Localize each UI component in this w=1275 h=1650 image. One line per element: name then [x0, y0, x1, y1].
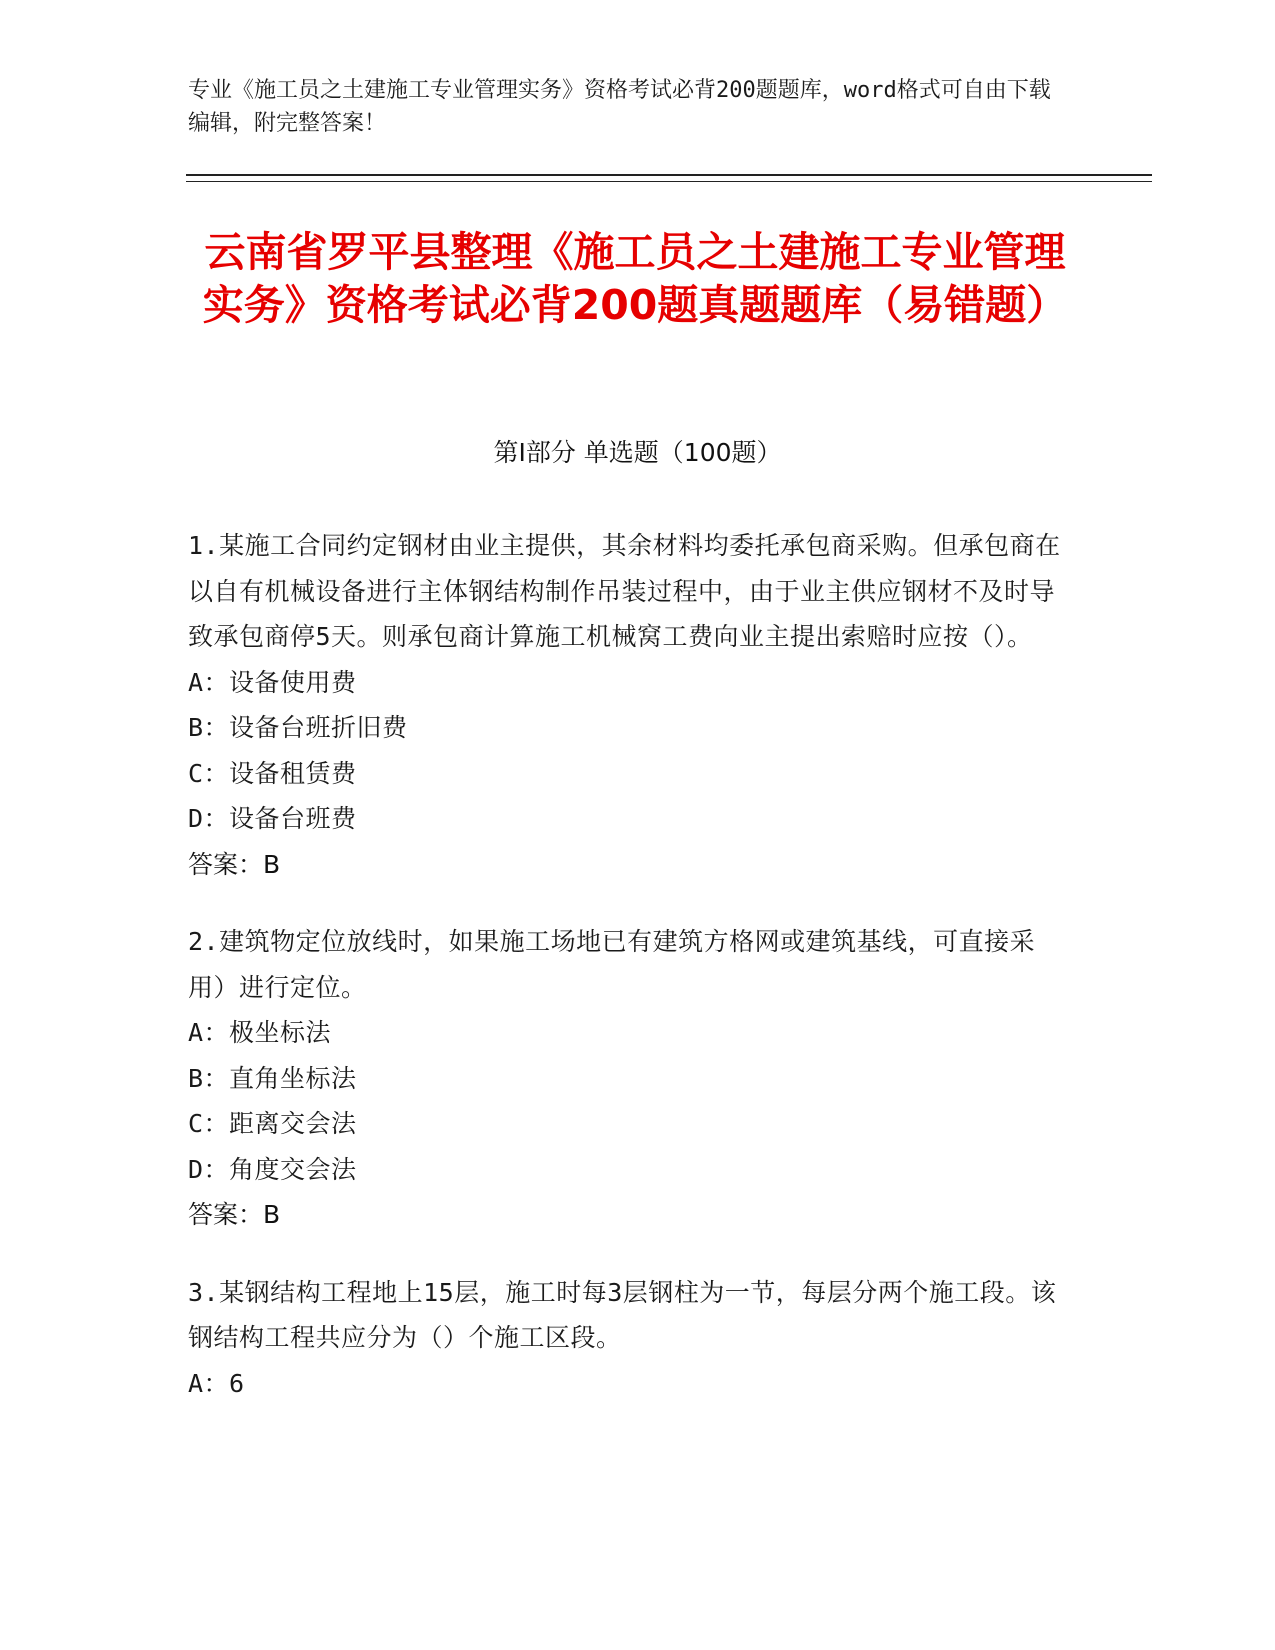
option-b: B：直角坐标法 [188, 1063, 357, 1093]
question-3 [188, 1270, 1068, 1407]
question-list [188, 523, 1068, 1438]
header-divider-thin [186, 181, 1152, 182]
option-a: A：6 [188, 1368, 245, 1398]
question-stem: 3.某钢结构工程地上15层，施工时每3层钢柱为一节，每层分两个施工段。该钢结构工程共应分为（）个施工区段。 [188, 1277, 1057, 1352]
header-note: 专业《施工员之土建施工专业管理实务》资格考试必背200题题库，word格式可自由下载编辑，附完整答案！ [188, 78, 1051, 136]
header-divider-thick [186, 174, 1152, 176]
answer: 答案：B [188, 849, 281, 879]
option-c: C：距离交会法 [188, 1109, 357, 1138]
option-d: D：角度交会法 [188, 1154, 357, 1184]
option-b: B：设备台班折旧费 [188, 713, 408, 742]
option-d: D：设备台班费 [188, 804, 357, 833]
question-stem: 2.建筑物定位放线时，如果施工场地已有建筑方格网或建筑基线，可直接采用）进行定位。 [188, 927, 1036, 1002]
option-c: C：设备租赁费 [188, 758, 357, 788]
option-a: A：极坐标法 [188, 1018, 332, 1047]
document-title: 云南省罗平县整理《施工员之土建施工专业管理实务》资格考试必背200题真题题库（易错题） [202, 228, 1068, 329]
section-title: 第I部分 单选题（100题） [493, 438, 782, 467]
question-1 [188, 523, 1068, 887]
option-a: A：设备使用费 [188, 667, 357, 697]
answer: 答案：B [188, 1200, 281, 1229]
question-stem: 1.某施工合同约定钢材由业主提供，其余材料均委托承包商采购。但承包商在以自有机械设备进行主体钢结构制作吊装过程中，由于业主供应钢材不及时导致承包商停5天。则承包商计算施工机械窝工费向业主提出索赔时应按（）。 [188, 531, 1061, 651]
question-2 [188, 919, 1068, 1238]
